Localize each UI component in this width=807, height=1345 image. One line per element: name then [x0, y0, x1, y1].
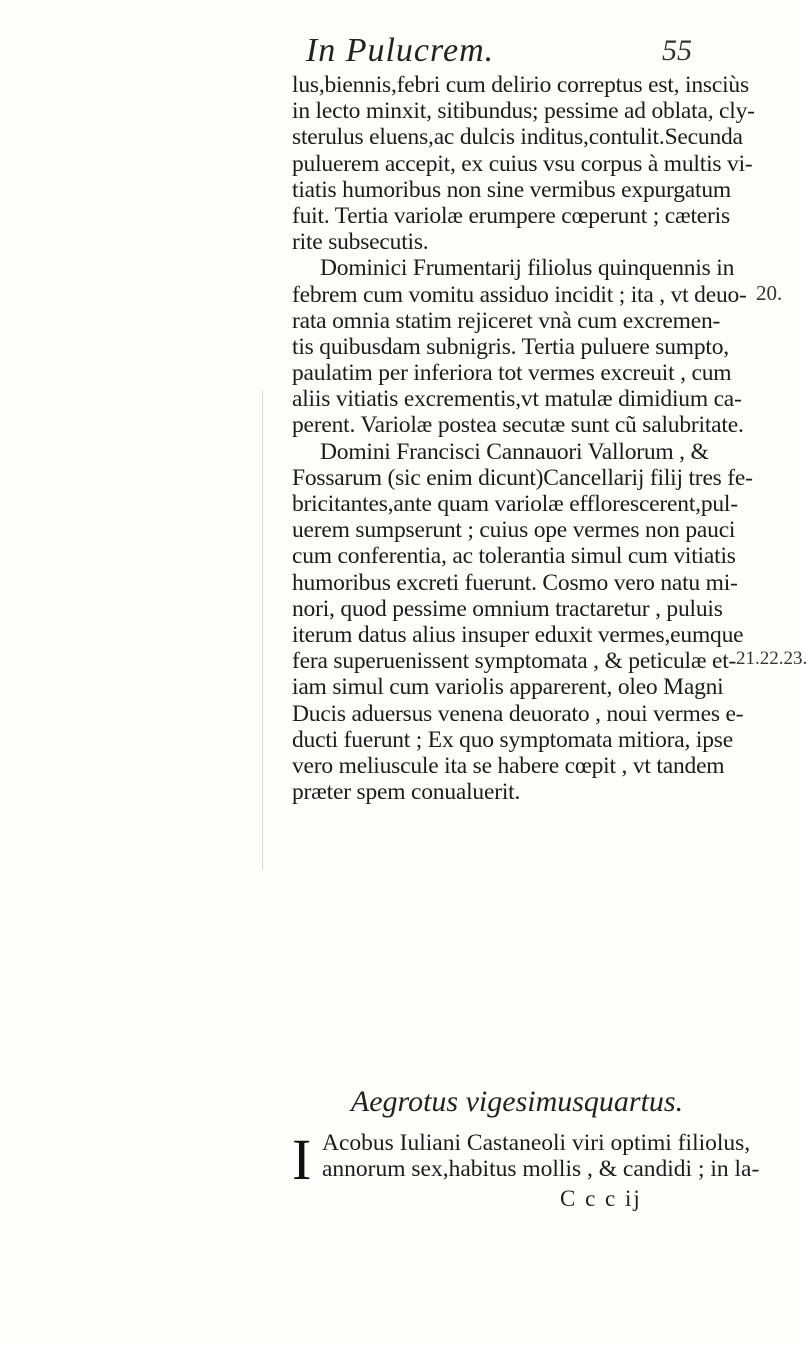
text-line: in lecto minxit, sitibundus; pessime ad oblata, cly- — [292, 98, 755, 125]
text-line: fera superuenissent symptomata , & peticulæ et- — [292, 648, 737, 675]
running-head — [0, 14, 800, 70]
text-line: humoribus excreti fuerunt. Cosmo vero natu mi- — [292, 569, 738, 596]
text-line: Acobus Iuliani Castaneoli viri optimi filiolus, — [322, 1130, 751, 1156]
margin-rule — [262, 390, 263, 870]
text-line: sterulus eluens,ac dulcis inditus,contulit.Secunda — [292, 124, 743, 151]
text-line: puluerem accepit, ex cuius vsu corpus à multis vi- — [292, 150, 753, 177]
running-title: In Pulucrem. — [305, 32, 495, 69]
text-line: Ducis aduersus venena deuorato , noui vermes e- — [292, 700, 744, 727]
text-line: annorum sex,habitus mollis , & candidi ; in la- — [322, 1156, 760, 1183]
text-line: nori, quod pessime omnium tractaretur , puluis — [292, 595, 723, 622]
text-line: aliis vitiatis excrementis,vt matulæ dimidium ca- — [292, 386, 742, 413]
text-line: cum conferentia, ac tolerantia simul cum vitiatis — [292, 543, 736, 570]
text-line: iam simul cum variolis apparerent, oleo Magni — [292, 674, 724, 701]
signature-mark: C c c ij — [560, 1186, 642, 1211]
body-text — [292, 72, 755, 806]
text-line: tis quibusdam subnigris. Tertia puluere sumpto, — [292, 333, 729, 360]
text-line: fuit. Tertia variolæ erumpere cœperunt ; cæteris — [292, 202, 730, 229]
section-paragraph — [292, 1127, 760, 1192]
text-line: ducti fuerunt ; Ex quo symptomata mitiora, ipse — [292, 726, 733, 753]
text-line: præter spem conualuerit. — [292, 779, 521, 806]
text-line: Domini Francisci Cannauori Vallorum , & — [320, 438, 709, 465]
margin-note-case-20: 20. — [756, 281, 783, 305]
text-line: lus,biennis,febri cum delirio correptus est, insciùs — [292, 72, 749, 98]
text-line: perent. Variolæ postea secutæ sunt cũ salubritate. — [292, 412, 744, 439]
text-line: vero meliuscule ita se habere cœpit , vt tandem — [292, 752, 725, 779]
section-heading: Aegrotus vigesimusquartus. — [350, 1085, 684, 1118]
drop-cap: I — [292, 1127, 312, 1192]
page-number: 55 — [662, 34, 692, 67]
text-line: bricitantes,ante quam variolæ efflorescerent,pul- — [292, 491, 738, 517]
text-line: rite subsecutis. — [292, 229, 429, 256]
text-line: Fossarum (sic enim dicunt)Cancellarij filij tres fe- — [292, 464, 753, 491]
text-line: paulatim per inferiora tot vermes excreuit , cum — [292, 360, 732, 387]
text-line: febrem cum vomitu assiduo incidit ; ita , vt deuo- — [292, 281, 747, 308]
margin-note-cases-21-23: 21.22.23. — [736, 648, 807, 669]
text-line: uerem sumpserunt ; cuius ope vermes non pauci — [292, 517, 736, 544]
text-line: iterum datus alius insuper eduxit vermes,eumque — [292, 621, 744, 648]
text-line: rata omnia statim rejiceret vnà cum excremen- — [292, 307, 721, 334]
text-line: Dominici Frumentarij filiolus quinquennis in — [320, 255, 735, 282]
text-line: tiatis humoribus non sine vermibus expurgatum — [292, 176, 731, 203]
